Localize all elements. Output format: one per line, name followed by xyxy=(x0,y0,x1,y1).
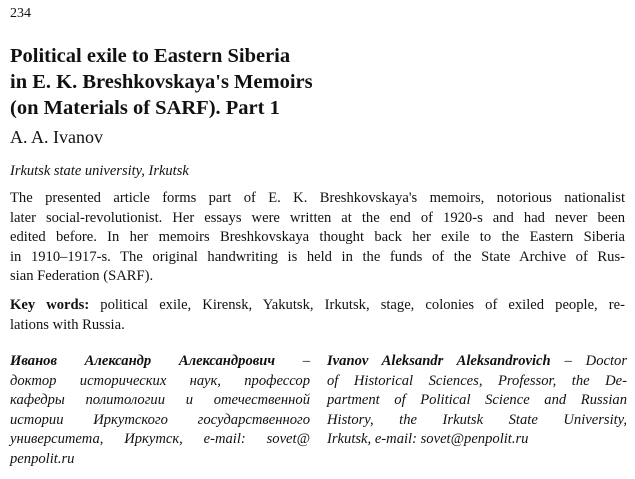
page-number: 234 xyxy=(10,6,31,21)
author-info-line: penpolit.ru xyxy=(10,450,75,467)
author-info-line: Irkutsk, e-mail: sovet@penpolit.ru xyxy=(327,431,529,447)
author-info-line: Иванов Александр Александрович – xyxy=(10,353,310,369)
author-info-line: университета, Иркутск, e-mail: sovet@ xyxy=(10,431,310,447)
author-info-line: кафедры политологии и отечественной xyxy=(10,392,310,408)
abstract-line: edited before. In her memoirs Breshkovskaya thought back her exile to the Eastern Siberia xyxy=(10,229,625,245)
author-name: A. A. Ivanov xyxy=(10,127,103,147)
author-info-line: истории Иркутского государственного xyxy=(10,411,310,428)
abstract-line: later social-revolutionist. Her essays were written at the end of 1920-s and had never been xyxy=(10,209,625,226)
title-line: (on Materials of SARF). Part 1 xyxy=(10,97,280,119)
keywords-line xyxy=(10,296,625,316)
author-info-line: partment of Political Science and Russian xyxy=(327,392,627,408)
title-line: Political exile to Eastern Siberia xyxy=(10,45,291,67)
author-info-line: of Historical Sciences, Professor, the De- xyxy=(327,372,627,389)
keywords-text: political exile, Kirensk, Yakutsk, Irkutsk, stage, colonies of exiled people, re- xyxy=(100,297,625,313)
author-affiliation: Irkutsk state university, Irkutsk xyxy=(10,163,189,179)
author-info-line: доктор исторических наук, профессор xyxy=(10,372,310,389)
abstract-line: in 1910–1917-s. The original handwriting is held in the funds of the State Archive of Rus- xyxy=(10,248,625,265)
keywords xyxy=(10,296,625,335)
abstract-line: sian Federation (SARF). xyxy=(10,268,154,284)
author-info-name: Иванов Александр Александрович xyxy=(10,353,276,369)
title-line: in E. K. Breshkovskaya's Memoirs xyxy=(10,71,313,93)
abstract xyxy=(10,189,625,287)
author-info-line: Ivanov Aleksandr Aleksandrovich – Doctor xyxy=(327,353,627,369)
author-info-name: Ivanov Aleksandr Aleksandrovich xyxy=(327,353,551,369)
keywords-line: lations with Russia. xyxy=(10,316,125,333)
article-title xyxy=(10,43,620,121)
author-info-russian xyxy=(10,352,310,469)
author-info-line: History, the Irkutsk State University, xyxy=(327,411,627,428)
keywords-label: Key words: xyxy=(10,297,90,313)
author-info-english xyxy=(327,352,627,450)
abstract-line: The presented article forms part of E. K. Breshkovskaya's memoirs, notorious nationalist xyxy=(10,190,625,206)
